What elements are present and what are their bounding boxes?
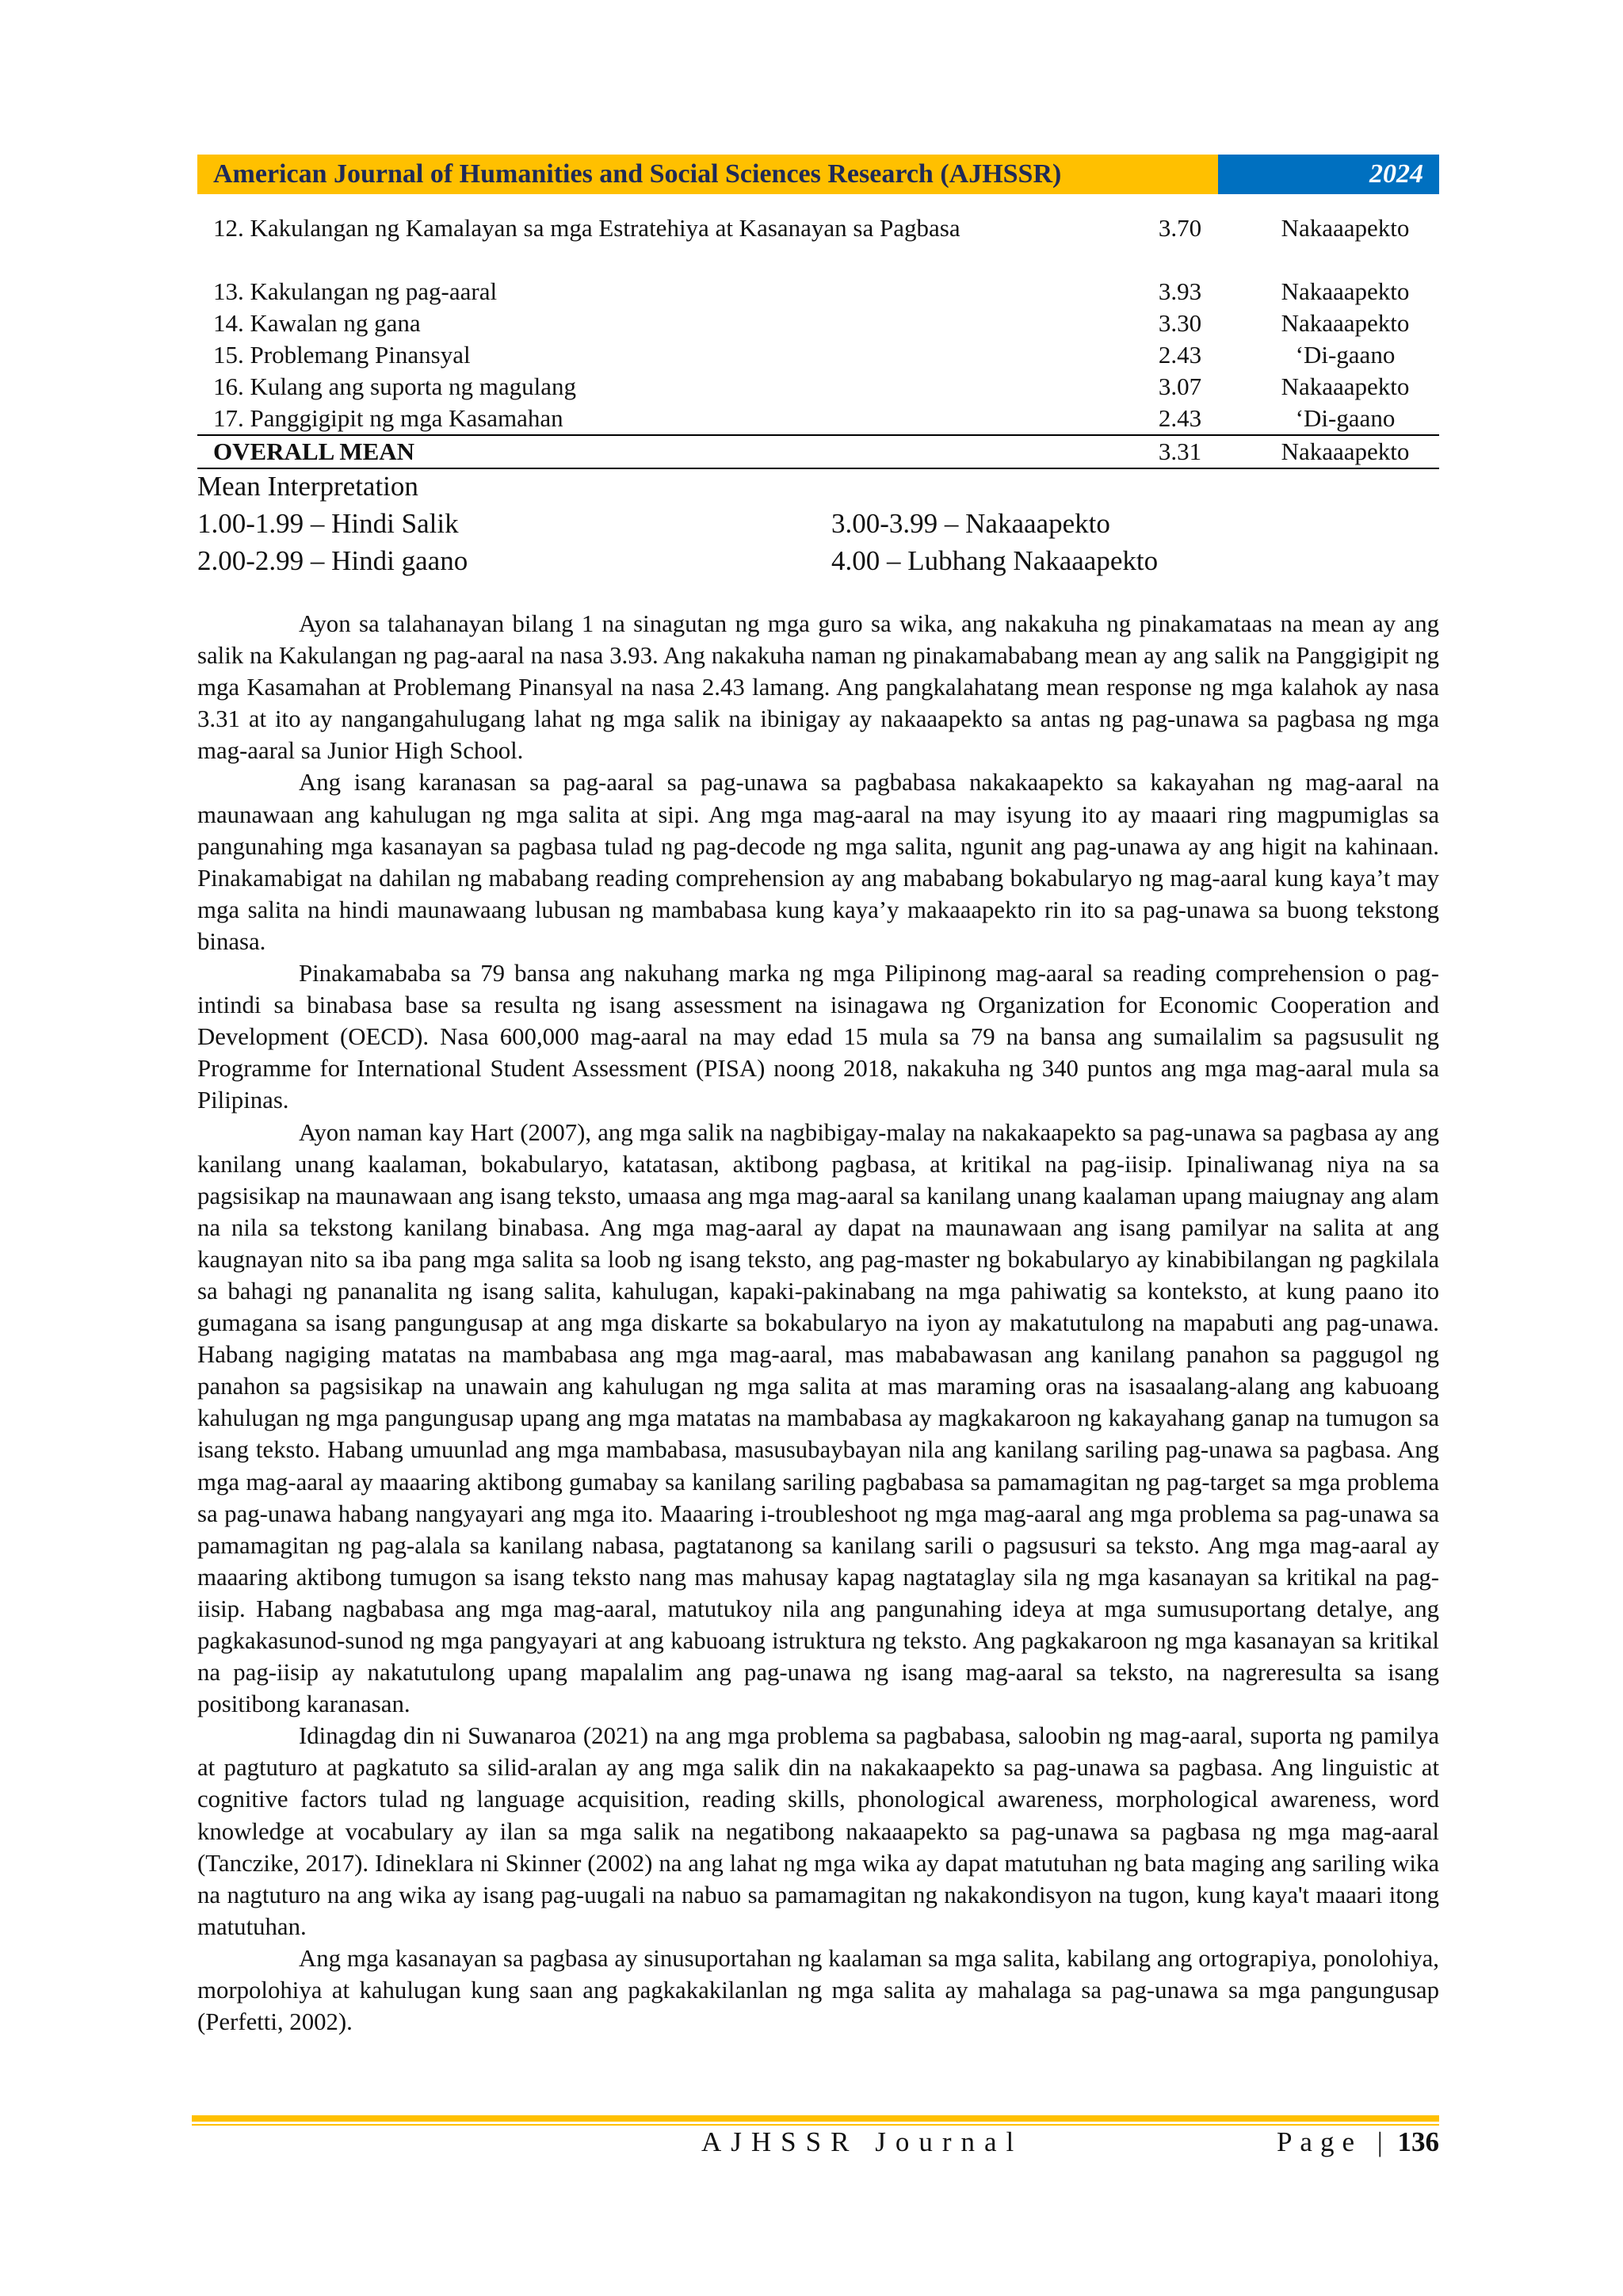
- table-cell-mean: 3.93: [1158, 277, 1202, 305]
- journal-year: 2024: [1218, 155, 1439, 194]
- overall-mean-value: 3.31: [1158, 437, 1202, 465]
- mean-interpretation: [197, 468, 1386, 579]
- journal-header: [197, 155, 1439, 194]
- footer-page: [1277, 2126, 1439, 2158]
- table-row: [197, 371, 1439, 403]
- table-cell-item: 14. Kawalan ng gana: [213, 309, 421, 337]
- paragraph: Pinakamababa sa 79 bansa ang nakuhang marka ng mga Pilipinong mag-aaral sa reading comprehension o pag-intindi sa binabasa base sa resulta ng isang assessment na isinagawa ng Organization for Economic Cooperation and Development (OECD). Nasa 600,000 mag-aaral na may edad 15 mula sa 79 na bansa ang sumailalim sa pagsusulit ng Programme for International Student Assessment (PISA) noong 2018, nakakuha ng 340 puntos ang mga mag-aaral mula sa Pilipinas.: [197, 960, 1439, 1114]
- overall-mean-interpretation: Nakaaapekto: [1281, 437, 1410, 465]
- mean-interpretation-row: [197, 505, 1386, 542]
- table-cell-mean: 3.70: [1158, 214, 1202, 242]
- paragraph: Ayon sa talahanayan bilang 1 na sinagutan ng mga guro sa wika, ang nakakuha ng pinakamataas na mean ay ang salik na Kakulangan ng pag-aaral na nasa 3.93. Ang nakakuha naman ng pinakamababang mean ay ang salik na Panggigipit ng mga Kasamahan at Problemang Pinansyal na nasa 2.43 lamang. Ang pangkalahatang mean response ng mga kalahok ay nasa 3.31 at ito ay nangangahulugang lahat ng mga salik na ibinigay ay nakaaapekto sa antas ng pag-unawa sa pagbasa ng mga mag-aaral sa Junior High School.: [197, 610, 1439, 765]
- table-cell-item: 16. Kulang ang suporta ng magulang: [213, 372, 577, 400]
- paragraph: Ang isang karanasan sa pag-aaral sa pag-unawa sa pagbabasa nakakaapekto sa kakayahan ng mag-aaral na maunawaan ang kahulugan ng mga salita at sipi. Ang mga mag-aaral na may isyung ito ay maaari ring magpumiglas sa pangunahing mga kasanayan sa pagbasa tulad ng pag-decode ng mga salita, ngunit ang pag-unawa ay ang higit na kahinaan. Pinakamabigat na dahilan ng mababang reading comprehension ay ang mababang bokabularyo ng mag-aaral kung kaya’t may mga salita na hindi maunawaang lubusan ng mambabasa kung kaya’y makaaapekto rin ito sa pag-unawa sa buong tekstong binasa.: [197, 769, 1439, 955]
- table-cell-interpretation: Nakaaapekto: [1281, 214, 1410, 242]
- journal-title: American Journal of Humanities and Social Sciences Research (AJHSSR): [197, 155, 1218, 194]
- table-cell-item: 15. Problemang Pinansyal: [213, 341, 471, 369]
- factors-table: [197, 212, 1439, 469]
- paragraph: Idinagdag din ni Suwanaroa (2021) na ang mga problema sa pagbabasa, saloobin ng mag-aaral, suporta ng pamilya at pagtuturo at pagkatuto sa silid-aralan ay ang mga salik din na nakakaapekto sa pag-unawa sa pagbasa. Ang linguistic at cognitive factors tulad ng language acquisition, reading skills, phonological awareness, morphological awareness, word knowledge at vocabulary ay ilan sa mga salik na negatibong nakaaapekto sa pag-unawa sa pagbasa ng mga mag-aaral (Tanczike, 2017). Idineklara ni Skinner (2002) na ang lahat ng mga wika ay dapat matutuhan ng bata maging ang sariling wika na nagtuturo na ang wika ay isang pag-uugali na nabuo sa pamamagitan ng nakakondisyon na tugon, kung kaya't maaari itong matutuhan.: [197, 1722, 1439, 1940]
- footer-divider-thin: [192, 2124, 1439, 2126]
- table-cell-mean: 3.07: [1158, 372, 1202, 400]
- article-body: [197, 608, 1439, 2038]
- table-cell-mean: 2.43: [1158, 404, 1202, 432]
- table-cell-item: 13. Kakulangan ng pag-aaral: [213, 277, 498, 305]
- table-cell-interpretation: ‘Di-gaano: [1295, 341, 1396, 369]
- table-cell-mean: 2.43: [1158, 341, 1202, 369]
- range-lubhang-nakaaapekto: 4.00 – Lubhang Nakaaapekto: [831, 545, 1159, 576]
- table-cell-interpretation: ‘Di-gaano: [1295, 404, 1396, 432]
- table-cell-interpretation: Nakaaapekto: [1281, 372, 1410, 400]
- table-cell-mean: 3.30: [1158, 309, 1202, 337]
- footer-divider: [192, 2115, 1439, 2122]
- table-row: [197, 308, 1439, 339]
- page-number: 136: [1397, 2126, 1439, 2157]
- range-hindi-salik: 1.00-1.99 – Hindi Salik: [197, 508, 459, 539]
- paragraph: Ayon naman kay Hart (2007), ang mga salik na nagbibigay-malay na nakakaapekto sa pag-unawa sa pagbasa ay ang kanilang unang kaalaman, bokabularyo, katatasan, aktibong pagbasa, at kritikal na pag-iisip. Ipinaliwanag niya na sa pagsisikap na maunawaan ang isang teksto, umaasa ang mga mag-aaral sa kanilang unang kaalaman upang maiugnay ang alam na nila sa tekstong kanilang binabasa. Ang mga mag-aaral ay dapat na maunawaan ang isang pamilyar na salita at ang kaugnayan nito sa iba pang mga salita sa loob ng isang teksto, ang pag-master ng bokabularyo ay kinabibilangan ng pagkilala sa bahagi ng pananalita ng isang salita, kahulugan, kapaki-pakinabang na mga pahiwatig sa konteksto, at kung paano ito gumagana sa isang pangungusap at ang mga diskarte sa bokabularyo na iyon ay makatutulong na mapabuti ang pag-unawa. Habang nagiging matatas na mambabasa ang mga mag-aaral, mas mababawasan ang kanilang panahon sa paggugol ng panahon sa pagsisikap na unawain ang kahulugan ng mga salita at mas maraming oras na isasaalang-alang ang kabuoang kahulugan ng mga pangungusap upang ang mga matatas na mambabasa ay magkakaroon ng kakayahang ganap na tumugon sa isang teksto. Habang umuunlad ang mga mambabasa, masusubaybayan nila ang kanilang sariling pag-unawa sa pagbasa. Ang mga mag-aaral ay maaaring aktibong gumabay sa kanilang sariling pagbabasa sa pamamagitan ng pag-target sa mga problema sa pag-unawa habang nangyayari ang mga ito. Maaaring i-troubleshoot ng mga mag-aaral ang mga problema sa pag-unawa sa pamamagitan ng pag-alala sa kanilang nabasa, pagtatanong sa kanilang sarili o pagsusuri sa teksto. Ang mga mag-aaral ay maaaring aktibong tumugon sa isang teksto nang mas mahusay kapag nagtataglay sila ng mga kasanayan sa kritikal na pag-iisip. Habang nagbabasa ang mga mag-aaral, matutukoy nila ang pangunahing ideya at mga sumusuportang detalye, ang pagkakasunod-sunod ng mga pangyayari at ang kabuoang istruktura ng teksto. Ang pagkakaroon ng mga kasanayan sa kritikal na pag-iisip ay nakatutulong upang mapalalim ang pag-unawa ng isang mag-aaral sa teksto, na nagreresulta sa isang positibong karanasan.: [197, 1118, 1439, 1718]
- paragraph: Ang mga kasanayan sa pagbasa ay sinusuportahan ng kaalaman sa mga salita, kabilang ang ortograpiya, ponolohiya, morpolohiya at kahulugan kung saan ang pagkakakilanlan ng mga salita ay mahalaga sa pag-unawa sa mga pangungusap (Perfetti, 2002).: [197, 1944, 1439, 2036]
- table-cell-item: 17. Panggigipit ng mga Kasamahan: [213, 404, 563, 432]
- table-cell-interpretation: Nakaaapekto: [1281, 277, 1410, 305]
- mean-interpretation-row: [197, 542, 1386, 579]
- table-cell-interpretation: Nakaaapekto: [1281, 309, 1410, 337]
- table-row: [197, 212, 1439, 276]
- page-label: Page |: [1276, 2126, 1391, 2157]
- table-row-overall: [197, 434, 1439, 469]
- table-row: [197, 403, 1439, 434]
- footer-journal-name: AJHSSR Journal: [701, 2126, 1024, 2157]
- overall-mean-label: OVERALL MEAN: [213, 437, 415, 465]
- range-hindi-gaano: 2.00-2.99 – Hindi gaano: [197, 545, 468, 576]
- table-row: [197, 339, 1439, 371]
- table-cell-item: 12. Kakulangan ng Kamalayan sa mga Estratehiya at Kasanayan sa Pagbasa: [213, 214, 960, 242]
- table-row: [197, 276, 1439, 308]
- mean-interpretation-title: Mean Interpretation: [197, 471, 418, 502]
- range-nakaaapekto: 3.00-3.99 – Nakaaapekto: [831, 508, 1110, 539]
